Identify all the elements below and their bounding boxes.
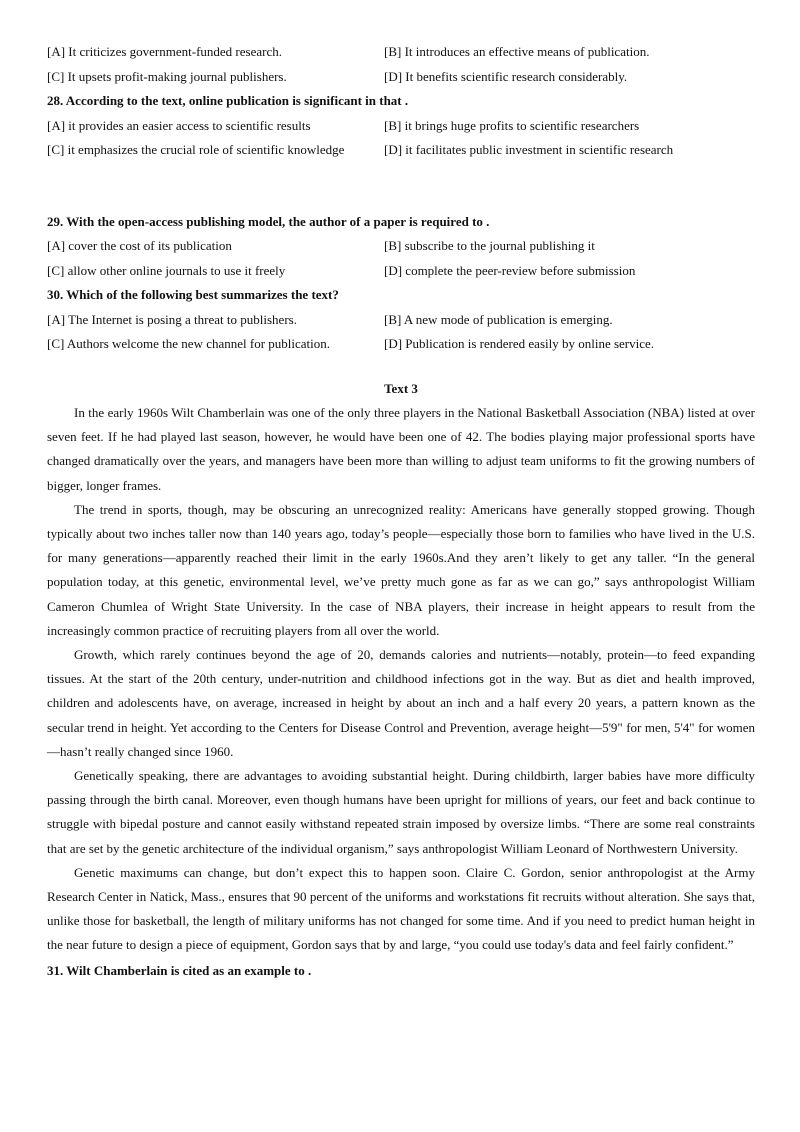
q28-option-c: [C] it emphasizes the crucial role of scientific knowledge: [47, 142, 345, 157]
q28-options-row-2: [47, 138, 755, 163]
spacer: [47, 357, 755, 377]
question-30: 30. Which of the following best summarizes the text?: [47, 287, 339, 302]
section-title: Text 3: [384, 380, 418, 396]
text3-paragraph: Growth, which rarely continues beyond the age of 20, demands calories and nutrients—notably, protein—to feed expanding tissues. At the start of the 20th century, under-nutrition and childhood infections got in the way. But as diet and health improved, children and adolescents have, on average, increased in height by about an inch and a half every 20 years, a pattern known as the secular trend in height. Yet according to the Centers for Disease Control and Prevention, average height—5'9" for men, 5'4" for women—hasn’t really changed since 1960.: [47, 647, 755, 759]
spacer: [47, 163, 755, 210]
q27-option-d: [D] It benefits scientific research considerably.: [384, 68, 628, 84]
exam-page: [47, 40, 755, 983]
q28-option-b: [B] it brings huge profits to scientific researchers: [384, 117, 640, 133]
q29-option-d: [D] complete the peer-review before submission: [384, 262, 636, 278]
text3-paragraph: The trend in sports, though, may be obscuring an unrecognized reality: Americans have generally stopped growing. Though typically about two inches taller now than 140 years ago, today’s people—especially those born to families who have lived in the U.S. for many generations—apparently reached their limit in the early 1960s.And they aren’t likely to get any taller. “In the general population today, at this genetic, environmental level, we’ve pretty much gone as far as we can go,” says anthropologist William Cameron Chumlea of Wright State University. In the case of NBA players, their increase in height appears to result from the increasingly common practice of recruiting players from all over the world.: [47, 501, 755, 638]
q29-options-row-2: [47, 259, 755, 284]
q29-option-b: [B] subscribe to the journal publishing it: [384, 238, 595, 253]
q30-option-b: [B] A new mode of publication is emerging.: [384, 311, 613, 327]
question-31: 31. Wilt Chamberlain is cited as an example to .: [47, 962, 312, 978]
q29-options-row-1: [47, 234, 755, 259]
q30-options-row-2: [47, 332, 755, 357]
q27-options-row-1: [47, 40, 755, 65]
q30-options-row-1: [47, 308, 755, 333]
text3-paragraph: Genetic maximums can change, but don’t expect this to happen soon. Claire C. Gordon, senior anthropologist at the Army Research Center in Natick, Mass., ensures that 90 percent of the uniforms and workstations fit recruits without alteration. She says that, unlike those for basketball, the length of military uniforms has not changed for some time. And if you need to predict human height in the near future to design a piece of equipment, Gordon says that by and large, “you could use today's data and feel fairly confident.”: [47, 864, 755, 953]
q27-option-a: [A] It criticizes government-funded research.: [47, 44, 282, 59]
question-28: 28. According to the text, online publication is significant in that .: [47, 93, 409, 108]
q27-option-b: [B] It introduces an effective means of publication.: [384, 44, 650, 59]
q30-option-d: [D] Publication is rendered easily by online service.: [384, 336, 655, 351]
q30-option-c: [C] Authors welcome the new channel for publication.: [47, 336, 331, 351]
text3-paragraph: In the early 1960s Wilt Chamberlain was one of the only three players in the National Basketball Association (NBA) listed at over seven feet. If he had played last season, however, he would have been one of 42. The bodies playing major professional sports have changed dramatically over the years, and managers have been more than willing to adjust team uniforms to fit the growing numbers of bigger, longer frames.: [47, 405, 755, 493]
question-29: 29. With the open-access publishing model, the author of a paper is required to .: [47, 213, 490, 229]
q27-option-c: [C] It upsets profit-making journal publishers.: [47, 68, 287, 84]
q30-option-a: [A] The Internet is posing a threat to publishers.: [47, 311, 297, 327]
q28-option-d: [D] it facilitates public investment in scientific research: [384, 142, 674, 157]
q27-options-row-2: [47, 65, 755, 90]
q28-options-row-1: [47, 114, 755, 139]
q29-option-a: [A] cover the cost of its publication: [47, 238, 232, 253]
q28-option-a: [A] it provides an easier access to scientific results: [47, 117, 311, 133]
q29-option-c: [C] allow other online journals to use it freely: [47, 262, 286, 278]
text3-paragraph: Genetically speaking, there are advantages to avoiding substantial height. During childbirth, larger babies have more difficulty passing through the birth canal. Moreover, even though humans have been upright for millions of years, our feet and back continue to struggle with bipedal posture and cannot easily withstand repeated strain imposed by oversize limbs. “There are some real constraints that are set by the genetic architecture of the individual organism,” says anthropologist William Leonard of Northwestern University.: [47, 768, 755, 856]
